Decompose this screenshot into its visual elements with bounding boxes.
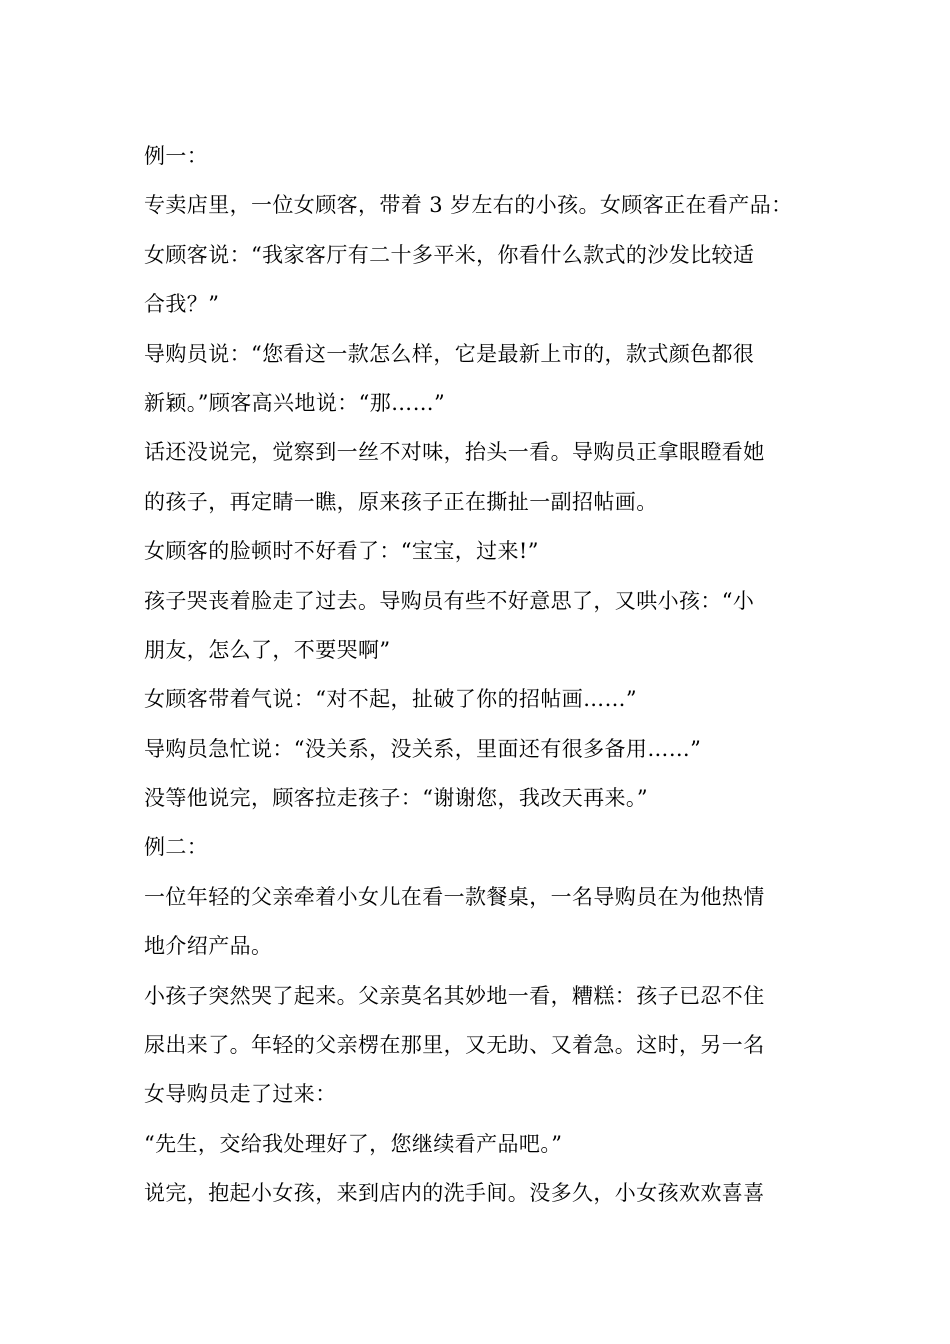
paragraph-line: 女导购员走了过来：	[144, 1082, 337, 1107]
paragraph-line: 新颖。”顾客高兴地说：“那……”	[144, 390, 446, 415]
paragraph-line: 一位年轻的父亲牵着小女儿在看一款餐桌，一名导购员在为他热情	[144, 884, 765, 909]
paragraph-line: 小孩子突然哭了起来。父亲莫名其妙地一看，糟糕：孩子已忍不住	[144, 983, 765, 1008]
paragraph-line: 没等他说完，顾客拉走孩子：“谢谢您，我改天再来。”	[144, 786, 648, 811]
paragraph-line: 的孩子，再定睛一瞧，原来孩子正在撕扯一副招帖画。	[144, 489, 658, 514]
paragraph-line: “先生，交给我处理好了，您继续看产品吧。”	[144, 1131, 563, 1156]
paragraph-line: 地介绍产品。	[144, 934, 273, 959]
paragraph-line: 专卖店里，一位女顾客，带着 3 岁左右的小孩。女顾客正在看产品：	[144, 193, 793, 218]
paragraph-line: 孩子哭丧着脸走了过去。导购员有些不好意思了，又哄小孩：“小	[144, 588, 755, 613]
document-body	[144, 132, 812, 1219]
paragraph-line: 导购员急忙说：“没关系，没关系，里面还有很多备用……”	[144, 736, 702, 761]
paragraph-line: 尿出来了。年轻的父亲楞在那里，又无助、又着急。这时，另一名	[144, 1033, 765, 1058]
heading-example-2: 例二：	[144, 835, 209, 860]
paragraph-line: 朋友，怎么了，不要哭啊”	[144, 637, 391, 662]
heading-example-1: 例一：	[144, 144, 209, 168]
paragraph-line: 导购员说：“您看这一款怎么样，它是最新上市的，款式颜色都很	[144, 341, 755, 366]
paragraph-line: 女顾客带着气说：“对不起，扯破了你的招帖画……”	[144, 687, 638, 712]
paragraph-line: 合我？”	[144, 292, 220, 317]
paragraph-line: 话还没说完，觉察到一丝不对味，抬头一看。导购员正拿眼瞪看她	[144, 440, 765, 465]
paragraph-line: 女顾客的脸顿时不好看了：“宝宝，过来!”	[144, 539, 539, 564]
paragraph-line: 说完，抱起小女孩，来到店内的洗手间。没多久，小女孩欢欢喜喜	[144, 1181, 765, 1206]
paragraph-line: 女顾客说：“我家客厅有二十多平米，你看什么款式的沙发比较适	[144, 242, 755, 267]
